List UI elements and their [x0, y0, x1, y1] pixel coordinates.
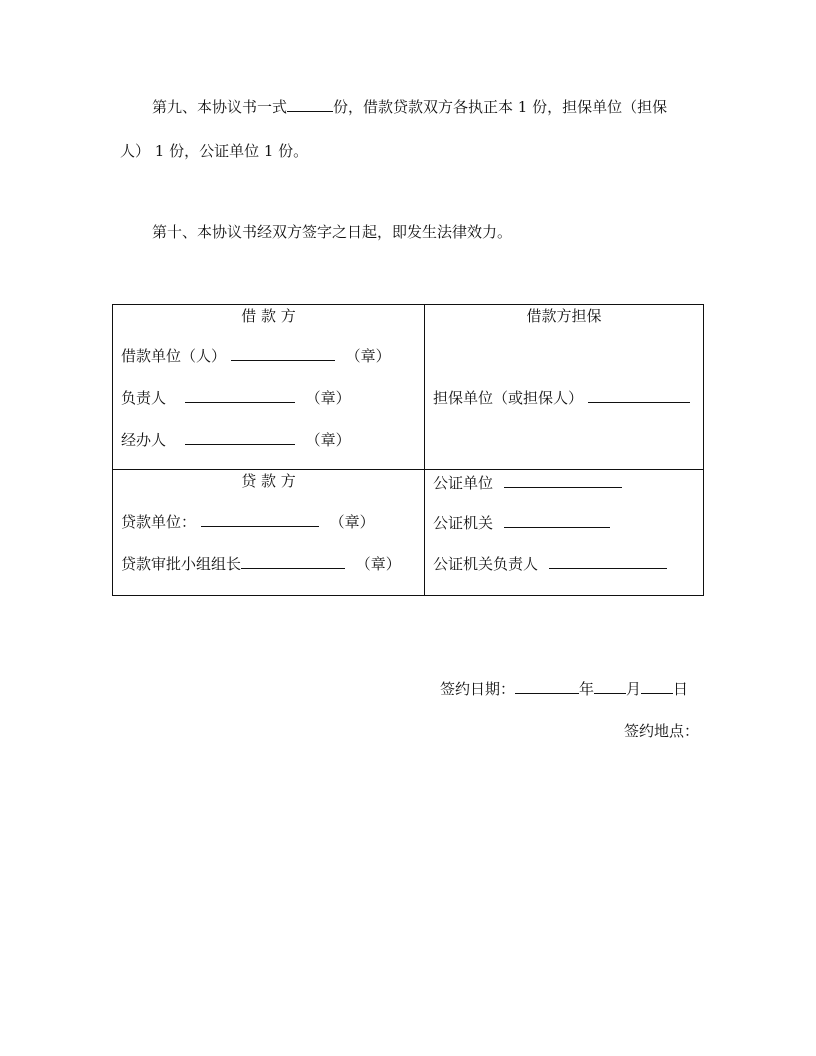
signing-date-row [440, 679, 688, 699]
clause-9 [120, 85, 700, 173]
guarantee-header: 借款方担保 [526, 307, 602, 325]
clause-10-text: 第十、本协议书经双方签字之日起，即发生法律效力。 [152, 223, 513, 241]
notary-head-label: 公证机关负责人 [433, 555, 539, 573]
notary-cell [425, 470, 703, 595]
signing-day-label: 日 [673, 680, 689, 698]
borrower-agent-field[interactable] [185, 430, 295, 445]
notary-office-label: 公证机关 [433, 514, 494, 532]
lender-leader-row [121, 554, 401, 574]
signing-year-field[interactable] [515, 679, 579, 694]
guarantee-unit-field[interactable] [588, 388, 690, 403]
notary-head-field[interactable] [549, 554, 667, 569]
borrower-head-field[interactable] [185, 388, 295, 403]
borrower-unit-seal: （章） [345, 347, 391, 365]
notary-office-field[interactable] [504, 513, 610, 528]
borrower-unit-label: 借款单位（人） [121, 347, 227, 365]
borrower-cell [113, 305, 424, 469]
lender-leader-field[interactable] [241, 554, 345, 569]
guarantee-unit-row [433, 388, 690, 408]
lender-unit-field[interactable] [201, 512, 319, 527]
clause-9-text-b: 份，借款贷款双方各执正本 1 份，担保单位（担保 [333, 98, 668, 116]
copies-count-field[interactable] [287, 97, 333, 112]
guarantee-cell [425, 305, 703, 469]
borrower-header: 借 款 方 [241, 307, 296, 325]
signature-table [112, 304, 704, 596]
lender-header: 贷 款 方 [241, 472, 296, 490]
lender-unit-row [121, 512, 375, 532]
borrower-head-row [121, 388, 351, 408]
notary-unit-label: 公证单位 [433, 474, 494, 492]
signing-day-field[interactable] [641, 679, 673, 694]
signing-place-label: 签约地点： [624, 722, 700, 740]
borrower-unit-row [121, 346, 391, 366]
borrower-agent-label: 经办人 [121, 431, 167, 449]
borrower-head-seal: （章） [305, 389, 351, 407]
notary-unit-field[interactable] [504, 473, 622, 488]
lender-leader-label: 贷款审批小组组长 [121, 555, 242, 573]
lender-unit-label: 贷款单位： [121, 513, 197, 531]
signing-month-label: 月 [626, 680, 642, 698]
borrower-agent-row [121, 430, 351, 450]
signing-date-label: 签约日期： [440, 680, 516, 698]
borrower-head-label: 负责人 [121, 389, 167, 407]
clause-10 [120, 210, 700, 254]
signing-year-label: 年 [579, 680, 595, 698]
lender-cell [113, 470, 424, 595]
borrower-unit-field[interactable] [231, 346, 335, 361]
notary-office-row [433, 513, 610, 533]
notary-unit-row [433, 473, 622, 493]
lender-unit-seal: （章） [329, 513, 375, 531]
notary-head-row [433, 554, 667, 574]
lender-leader-seal: （章） [355, 555, 401, 573]
signing-month-field[interactable] [594, 679, 626, 694]
clause-9-text-a: 第九、本协议书一式 [152, 98, 288, 116]
clause-9-text-line2: 人） 1 份，公证单位 1 份。 [120, 142, 309, 160]
guarantee-unit-label: 担保单位（或担保人） [433, 389, 584, 407]
borrower-agent-seal: （章） [305, 431, 351, 449]
